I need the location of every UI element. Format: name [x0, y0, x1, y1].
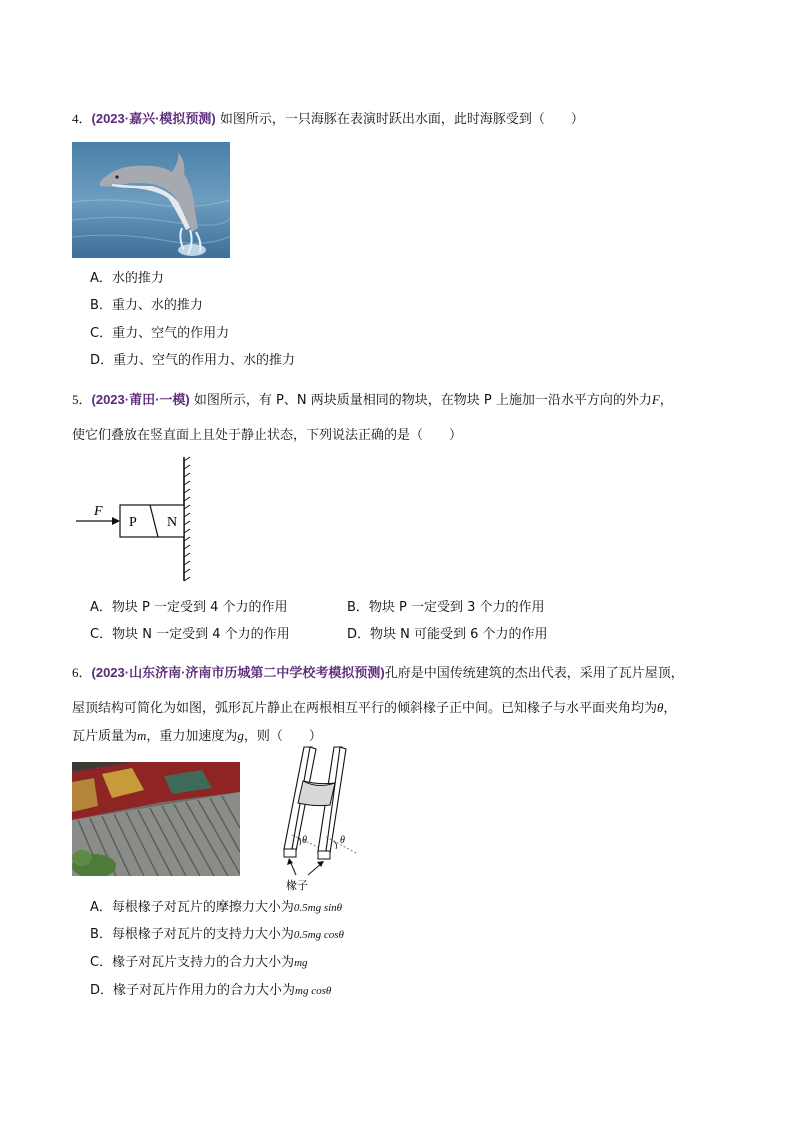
block-p-label: P: [129, 515, 137, 530]
option-4D: D．重力、空气的作用力、水的推力: [90, 353, 296, 368]
question-number: 4．: [72, 111, 92, 126]
rafter-diagram: [270, 745, 370, 895]
option-6B: B．每根椽子对瓦片的支持力大小为0.5mg cosθ: [90, 927, 344, 942]
question-source: (2023·嘉兴·模拟预测): [91, 111, 216, 126]
question-stem: 如图所示，一只海豚在表演时跃出水面，此时海豚受到（ ）: [219, 112, 584, 127]
option-5A: A．物块 P 一定受到 4 个力的作用: [90, 600, 288, 615]
force-label: F: [94, 504, 103, 519]
theta-label: θ: [302, 835, 307, 846]
theta-label: θ: [340, 835, 345, 846]
option-6C: C．椽子对瓦片支持力的合力大小为mg: [90, 955, 308, 970]
option-6A: A．每根椽子对瓦片的摩擦力大小为0.5mg sinθ: [90, 900, 343, 915]
option-5D: D．物块 N 可能受到 6 个力的作用: [347, 627, 548, 642]
question-stem: 如图所示，有 P、N 两块质量相同的物块，在物块 P 上施加一沿水平方向的外力: [193, 393, 652, 408]
option-5C: C．物块 N 一定受到 4 个力的作用: [90, 627, 290, 642]
question-6-stem-line2: 屋顶结构可简化为如图，弧形瓦片静止在两根相互平行的倾斜椽子正中间。已知椽子与水平面夹角均为θ，: [72, 700, 677, 716]
block-n-label: N: [167, 515, 178, 530]
force-variable: F: [651, 392, 660, 407]
question-stem: 孔府是中国传统建筑的杰出代表，采用了瓦片屋顶，: [384, 666, 684, 681]
question-6-header: [72, 662, 684, 681]
question-6-stem-line3: 瓦片质量为m，重力加速度为g，则（ ）: [72, 728, 322, 744]
option-6D: D．椽子对瓦片作用力的合力大小为mg cosθ: [90, 983, 332, 998]
rafter-label: 椽子: [286, 879, 308, 892]
question-5-header: 5．(2023·莆田·一模) 如图所示，有 P、N 两块质量相同的物块，在物块 P 上施加一沿水平方向的外力F，: [72, 392, 673, 408]
dolphin-photo: [72, 142, 230, 258]
option-4A: A．水的推力: [90, 271, 164, 286]
question-5-stem-line2: 使它们叠放在竖直面上且处于静止状态，下列说法正确的是（ ）: [72, 428, 463, 443]
option-4B: B．重力、水的推力: [90, 298, 203, 313]
question-4-header: [72, 108, 584, 127]
block-wall-diagram: [72, 455, 202, 585]
question-source: (2023·山东济南·济南市历城第二中学校考模拟预测): [91, 665, 385, 680]
question-source: (2023·莆田·一模): [91, 392, 190, 407]
question-number: 5．: [72, 392, 92, 407]
roof-photo: [72, 762, 240, 876]
option-4C: C．重力、空气的作用力: [90, 326, 230, 341]
option-5B: B．物块 P 一定受到 3 个力的作用: [347, 600, 545, 615]
question-number: 6．: [72, 665, 92, 680]
